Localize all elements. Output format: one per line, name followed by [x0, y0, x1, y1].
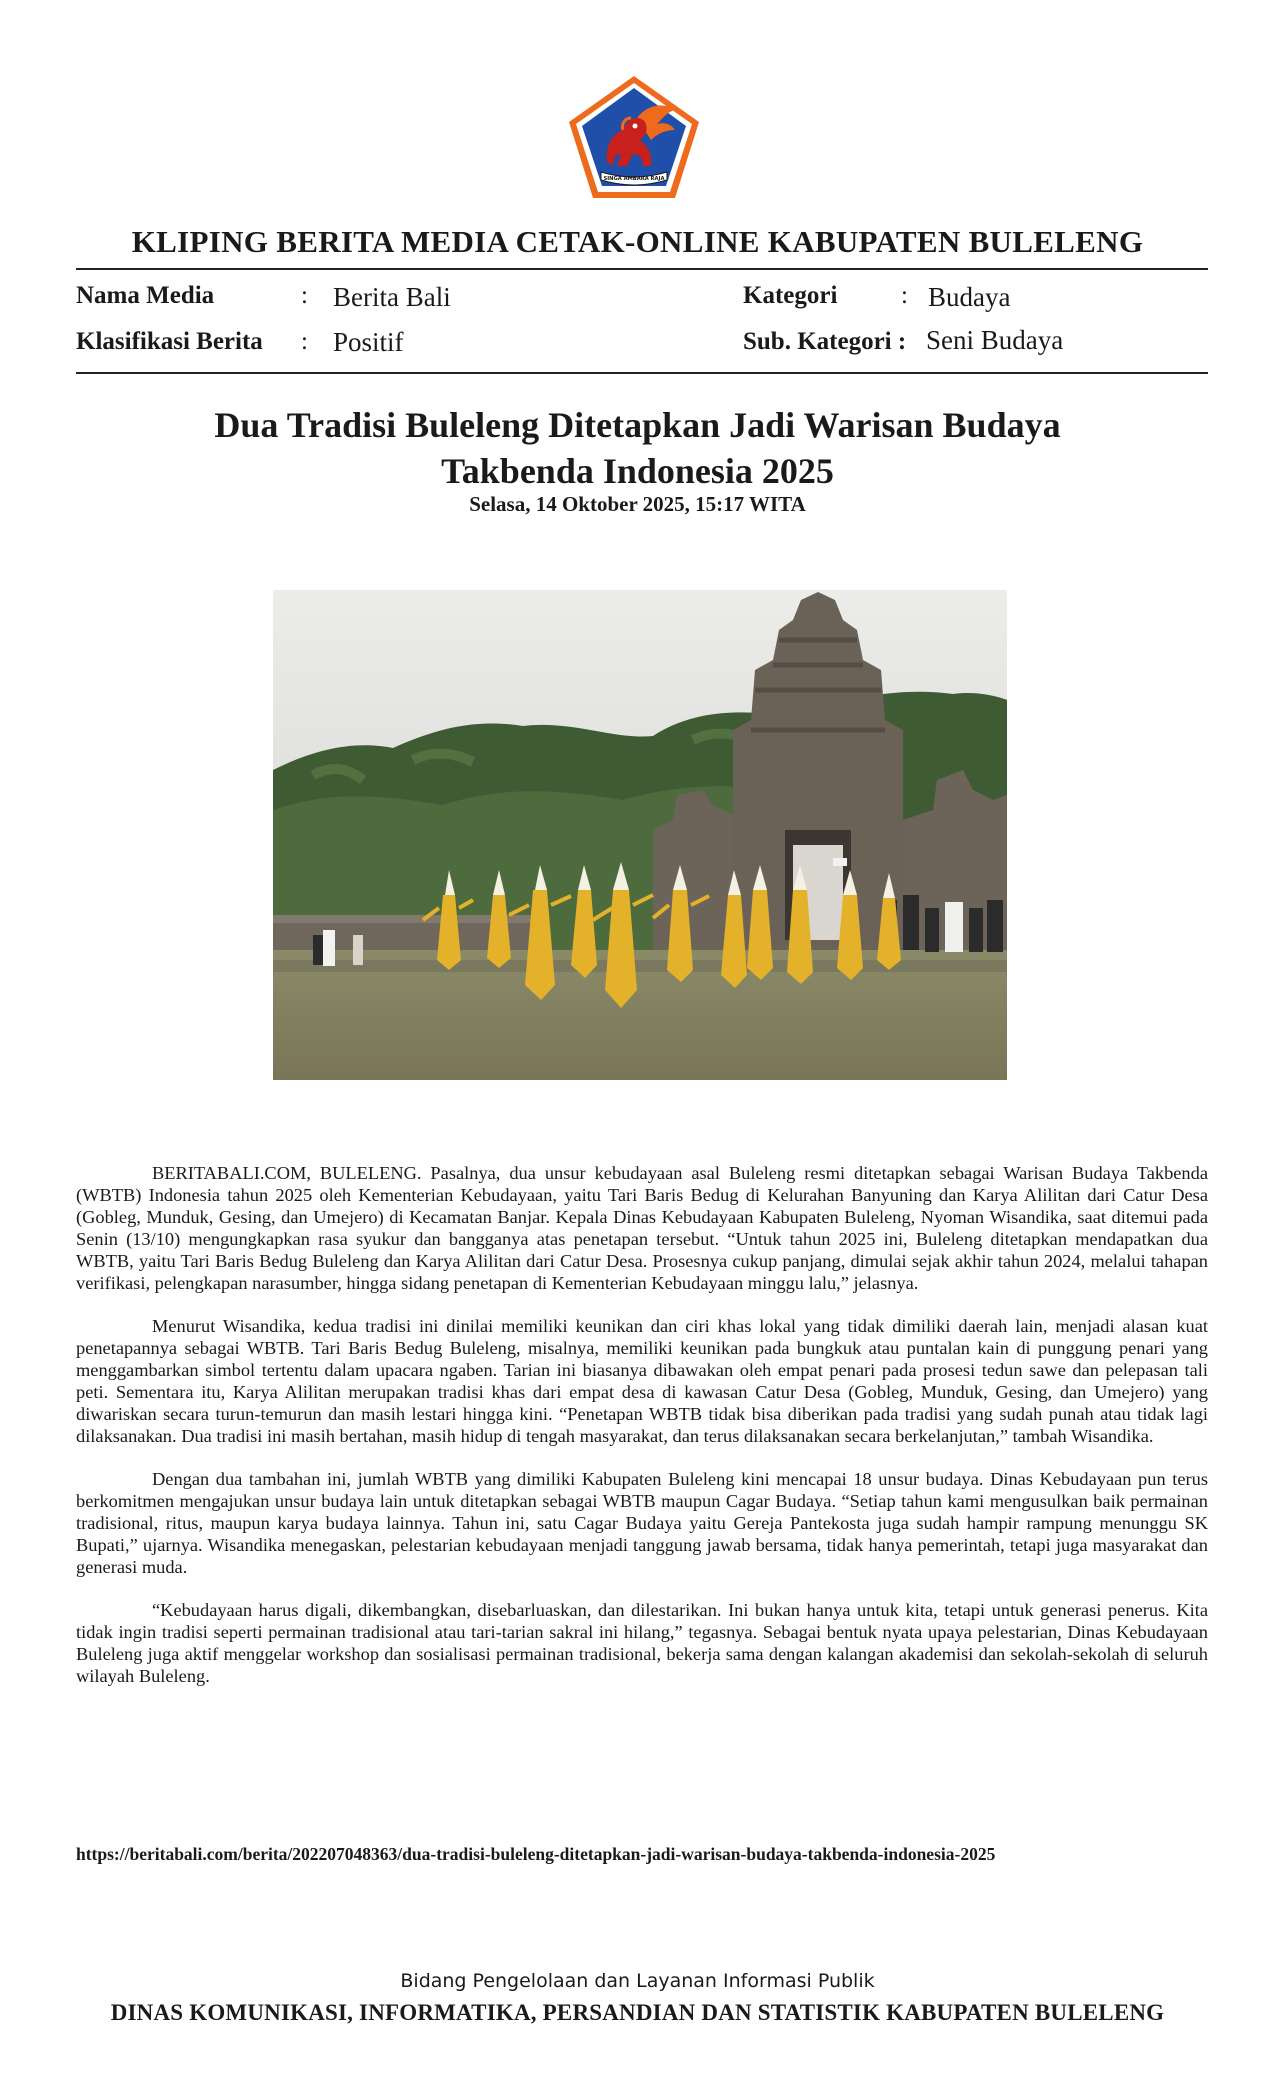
document-header-title: KLIPING BERITA MEDIA CETAK-ONLINE KABUPATEN BULELENG — [131, 224, 1144, 259]
article-title-line-2: Takbenda Indonesia 2025 — [441, 451, 834, 491]
kategori-label: Kategori — [743, 282, 838, 309]
logo-caption: SINGA AMBARA RAJA — [603, 176, 665, 182]
article-title-line-1: Dua Tradisi Buleleng Ditetapkan Jadi Warisan Budaya — [214, 405, 1061, 445]
article-paragraph: BERITABALI.COM, BULELENG. Pasalnya, dua unsur kebudayaan asal Buleleng resmi ditetapkan sebagai Warisan Budaya Takbenda (WBTB) Indonesia tahun 2025 oleh Kementerian Kebudayaan, yaitu Tari Baris Bedug di Kelurahan Banyuning dan Karya Alilitan dari Catur Desa (Gobleg, Munduk, Gesing, dan Umejero) di Kecamatan Banjar. Kepala Dinas Kebudayaan Kabupaten Buleleng, Nyoman Wisandika, saat ditemui pada Senin (13/10) mengungkapkan rasa syukur dan bangganya atas penetapan tersebut. “Untuk tahun 2025 ini, Buleleng ditetapkan mendapatkan dua WBTB, yaitu Tari Baris Bedug Buleleng dan Karya Alilitan dari Catur Desa. Prosesnya cukup panjang, dimulai sejak akhir tahun 2024, melalui tahapan verifikasi, pelengkapan narasumber, hingga sidang penetapan di Kementerian Kebudayaan minggu lalu,” jelasnya. — [76, 1163, 1208, 1293]
klasifikasi-berita-value: Positif — [333, 327, 404, 357]
article-paragraph: Menurut Wisandika, kedua tradisi ini dinilai memiliki keunikan dan ciri khas lokal yang tidak dimiliki daerah lain, menjadi alasan kuat penetapannya sebagai WBTB. Tari Baris Bedug Buleleng, misalnya, memiliki keunikan pada bungkuk atau puntalan kain di punggung penari yang menggambarkan simbol tertentu dalam upacara ngaben. Tarian ini biasanya dibawakan oleh empat penari pada prosesi tedun sawe dan pelepasan tali peti. Sementara itu, Karya Alilitan merupakan tradisi khas dari empat desa di kawasan Catur Desa (Gobleg, Munduk, Gesing, dan Umejero) yang diwariskan secara turun-temurun dan masih lestari hingga kini. “Penetapan WBTB tidak bisa diberikan pada tradisi yang sudah punah atau tidak lagi dilaksanakan. Dua tradisi ini masih bertahan, masih hidup di tengah masyarakat, dan terus dilaksanakan secara berkelanjutan,” tambah Wisandika. — [76, 1316, 1208, 1446]
article-body — [76, 1162, 1208, 1708]
article-paragraph: Dengan dua tambahan ini, jumlah WBTB yang dimiliki Kabupaten Buleleng kini mencapai 18 unsur budaya. Dinas Kebudayaan pun terus berkomitmen mengajukan unsur budaya lain untuk ditetapkan sebagai WBTB maupun Cagar Budaya. “Setiap tahun kami mengusulkan baik permainan tradisional, ritus, maupun karya budaya lainnya. Tahun ini, satu Cagar Budaya yaitu Gereja Pantekosta juga sudah hampir rampung menunggu SK Bupati,” ujarnya. Wisandika menegaskan, pelestarian kebudayaan menjadi tanggung jawab bersama, tidak hanya pemerintah, tetapi juga masyarakat dan generasi muda. — [76, 1469, 1208, 1577]
colon-separator: : — [901, 282, 908, 309]
kabupaten-logo — [567, 74, 701, 200]
colon-separator: : — [301, 282, 308, 309]
article-title — [0, 402, 1275, 494]
colon-separator: : — [301, 328, 308, 355]
sub-kategori-label: Sub. Kategori : — [743, 328, 907, 355]
kategori-value: Budaya — [928, 282, 1011, 312]
article-date: Selasa, 14 Oktober 2025, 15:17 WITA — [469, 492, 806, 516]
article-photo — [273, 590, 1007, 1080]
sub-kategori-value: Seni Budaya — [926, 325, 1064, 355]
footer-department: Bidang Pengelolaan dan Layanan Informasi Publik — [400, 1970, 875, 1992]
meta-divider — [76, 372, 1208, 374]
footer-agency: DINAS KOMUNIKASI, INFORMATIKA, PERSANDIAN DAN STATISTIK KABUPATEN BULELENG — [110, 2000, 1165, 2025]
header-divider — [76, 268, 1208, 270]
source-url-link[interactable]: https://beritabali.com/berita/202207048363/dua-tradisi-buleleng-ditetapkan-jadi-warisan-budaya-takbenda-indonesia-2025 — [76, 1844, 996, 1864]
baris-dance-temple-photo — [273, 590, 1007, 1080]
singa-ambara-raja-emblem-icon — [567, 74, 701, 200]
nama-media-label: Nama Media — [76, 282, 215, 309]
nama-media-value: Berita Bali — [333, 282, 451, 312]
article-paragraph: “Kebudayaan harus digali, dikembangkan, disebarluaskan, dan dilestarikan. Ini bukan hanya untuk kita, tetapi untuk generasi penerus. Kita tidak ingin tradisi seperti permainan tradisional atau tari-tarian sakral ini hilang,” tegasnya. Sebagai bentuk nyata upaya pelestarian, Dinas Kebudayaan Buleleng juga aktif menggelar workshop dan sosialisasi permainan tradisional, bekerja sama dengan kalangan akademisi dan sekolah-sekolah di seluruh wilayah Buleleng. — [76, 1600, 1208, 1686]
klasifikasi-berita-label: Klasifikasi Berita — [76, 328, 263, 355]
